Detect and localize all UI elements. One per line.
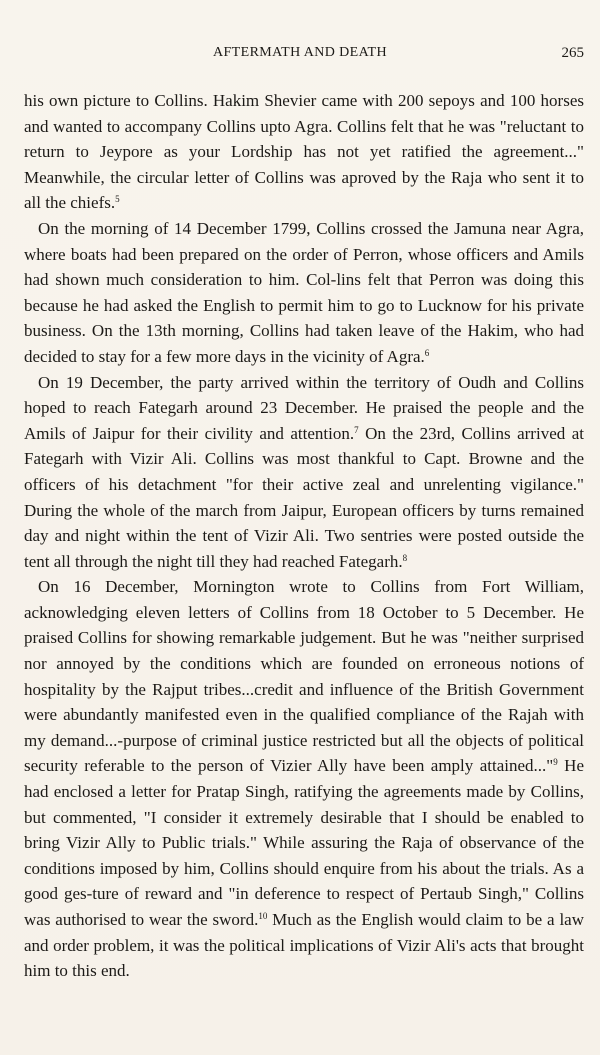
running-head: AFTERMATH AND DEATH	[212, 45, 388, 60]
paragraph	[24, 370, 584, 575]
paragraph-text: On 16 December, Mornington wrote to Collins from Fort William, acknowledging eleven letters of Collins from 18 October to 5 December. He praised Collins for showing remarkable judgement. But he was "neither surprised nor annoyed by the conditions which are founded on erroneous notions of hospitality by the Rajput tribes...credit and influence of the British Government were abundantly manifested even in the qualified compliance of the Rajah with my demand...-purpose of criminal justice restricted but all the objects of political security referable to the person of Vizier Ally have been amply attained..."	[24, 577, 584, 776]
footnote-marker: 7	[354, 424, 359, 435]
paragraph-text: On the morning of 14 December 1799, Collins crossed the Jamuna near Agra, where boats had been prepared on the order of Perron, whose officers and Amils had shown much consideration to him. Col-lins felt that Perron was doing this because he had asked the English to permit him to go to Lucknow for his private business. On the 13th morning, Collins had taken leave of the Hakim, who had decided to stay for a few more days in the vicinity of Agra.	[24, 218, 584, 366]
page-header	[0, 45, 600, 67]
footnote-marker: 6	[424, 347, 430, 358]
paragraph-text: He had enclosed a letter for Pratap Singh, ratifying the agreements made by Collins, but commented, "I consider it extremely desirable that I should be enabled to bring Vizir Ally to Public trials." While assuring the Raja of observance of the conditions imposed by him, Collins should enquire from his about the trials. As a good ges-ture of reward and "in deference to respect of Pertaub Singh," Collins was authorised to wear the sword.	[24, 756, 585, 929]
page-number: 265	[561, 45, 584, 61]
footnote-marker: 8	[402, 552, 408, 563]
paragraph-text: On 19 December, the party arrived within the territory of Oudh and Collins hoped to reach Fategarh around 23 December. He praised the people and the Amils of Jaipur for their civility and attention.	[24, 372, 584, 443]
paragraph	[24, 216, 584, 370]
paragraph-text: Much as the English would claim to be a law and order problem, it was the political implications of Vizir Ali's acts that brought him to this end.	[24, 910, 584, 981]
body-text	[24, 88, 584, 984]
footnote-marker: 5	[115, 194, 120, 205]
footnote-marker: 9	[553, 757, 558, 768]
paragraph	[24, 574, 584, 984]
paragraph-text: his own picture to Collins. Hakim Shevier came with 200 sepoys and 100 horses and wanted to accompany Collins upto Agra. Collins felt that he was "reluctant to return to Jeypore as your Lordship has not yet ratified the agreement..." Meanwhile, the circular letter of Collins was aproved by the Raja who sent it to all the chiefs.	[24, 91, 584, 213]
paragraph	[24, 88, 584, 216]
paragraph-text: On the 23rd, Collins arrived at Fategarh with Vizir Ali. Collins was most thankful to Capt. Browne and the officers of his detachment "for their active zeal and unrelenting vigilance." During the whole of the march from Jaipur, European officers by turns remained day and night within the tent of Vizir Ali. Two sentries were posted outside the tent all through the night till they had reached Fategarh.	[24, 423, 584, 571]
footnote-marker: 10	[258, 911, 268, 921]
